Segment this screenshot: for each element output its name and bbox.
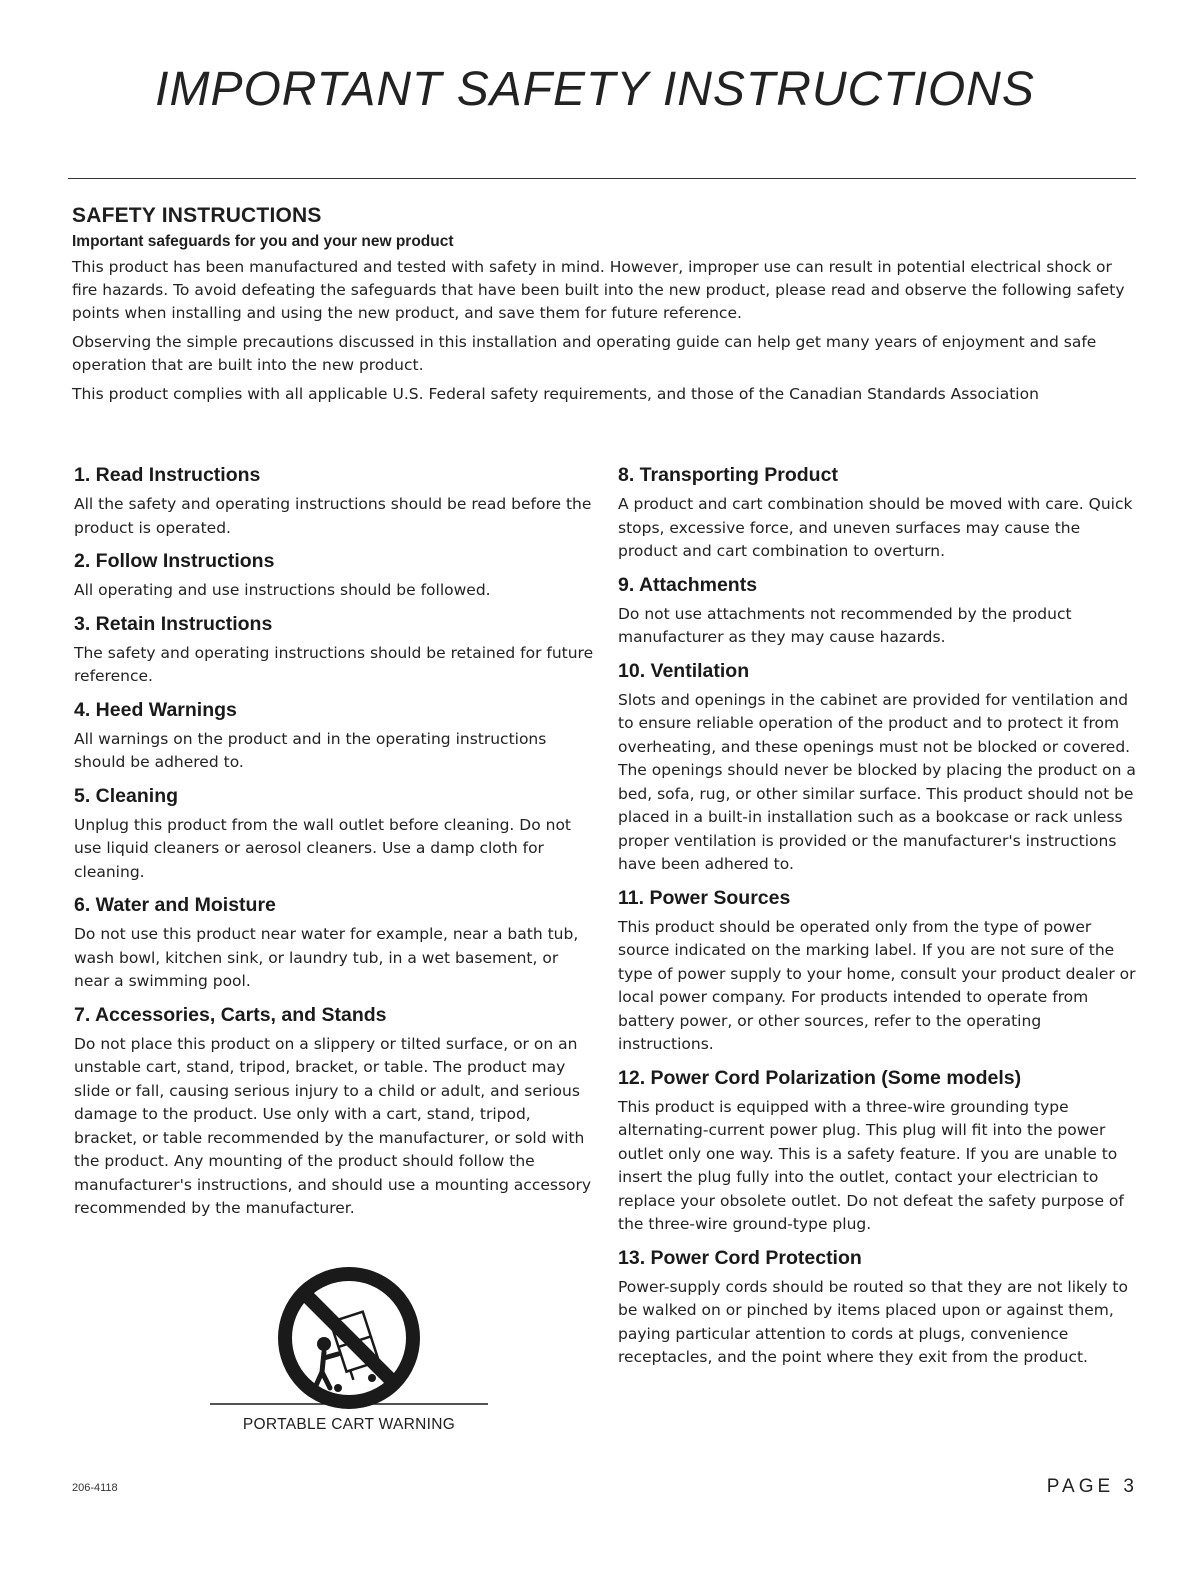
instruction-title: 4. Heed Warnings xyxy=(74,698,237,721)
instruction-item xyxy=(618,574,1138,650)
instruction-title: 9. Attachments xyxy=(618,573,758,596)
instruction-text: Unplug this product from the wall outlet before cleaning. Do not use liquid cleaners or aerosol cleaners. Use a damp cloth for cleaning. xyxy=(74,815,572,881)
portable-cart-warning xyxy=(210,1262,488,1442)
instruction-text: All warnings on the product and in the operating instructions should be adhered to. xyxy=(74,729,547,771)
section-subheading: Important safeguards for you and your new product xyxy=(72,233,454,250)
instruction-item xyxy=(74,613,594,689)
document-code: 206-4118 xyxy=(72,1482,118,1494)
instruction-text: Do not use attachments not recommended by the product manufacturer as they may cause hazards. xyxy=(618,604,1072,646)
portable-cart-warning-icon xyxy=(210,1262,488,1412)
section-heading: SAFETY INSTRUCTIONS xyxy=(72,204,322,227)
instruction-title: 5. Cleaning xyxy=(74,784,179,807)
instruction-title: 8. Transporting Product xyxy=(618,464,838,486)
intro-paragraph: Observing the simple precautions discussed in this installation and operating guide can help get many years of enjoyment and safe operation that are built into the new product. xyxy=(72,333,1097,374)
instruction-text: Power-supply cords should be routed so that they are not likely to be walked on or pinched by items placed upon or against them, paying particular attention to cords at plugs, convenience receptacles, and the point where they exit from the product. xyxy=(618,1277,1128,1366)
title-divider xyxy=(68,178,1136,179)
instruction-item xyxy=(74,785,594,885)
instruction-title: 7. Accessories, Carts, and Stands xyxy=(74,1003,387,1026)
instruction-item xyxy=(618,1067,1138,1237)
instruction-item xyxy=(618,464,1138,564)
instruction-item xyxy=(74,464,594,540)
instruction-text: This product should be operated only from the type of power source indicated on the marking label. If you are not sure of the type of power supply to your home, consult your product dealer or local power company. For products intended to operate from battery power, or other sources, refer to the operating instructions. xyxy=(618,917,1136,1053)
instruction-title: 2. Follow Instructions xyxy=(74,550,275,572)
instruction-item xyxy=(618,1247,1138,1370)
instruction-text: This product is equipped with a three-wire grounding type alternating-current power plug. This plug will fit into the power outlet only one way. This is a safety feature. If you are unable to insert the plug fully into the outlet, contact your electrician to replace your obsolete outlet. Do not defeat the safety purpose of the three-wire ground-type plug. xyxy=(618,1097,1124,1233)
instruction-item xyxy=(618,660,1138,877)
intro-paragraph: This product has been manufactured and tested with safety in mind. However, improper use can result in potential electrical shock or fire hazards. To avoid defeating the safeguards that have been built into the new product, please read and observe the following safety points when installing and using the new product, and save them for future reference. xyxy=(72,258,1125,322)
instruction-item xyxy=(74,1004,594,1221)
left-column xyxy=(74,464,594,1231)
instruction-text: All operating and use instructions should be followed. xyxy=(74,581,491,599)
instruction-item xyxy=(618,887,1138,1057)
instruction-text: Do not place this product on a slippery or tilted surface, or on an unstable cart, stand, tripod, bracket, or table. The product may slide or fall, causing serious injury to a child or adult, and serious damage to the product. Use only with a cart, stand, tripod, bracket, or table recommended by the manufacturer, or sold with the product. Any mounting of the product should follow the manufacturer's instructions, and should use a mounting accessory recommended by the manufacturer. xyxy=(74,1034,592,1217)
instruction-item xyxy=(74,699,594,775)
instruction-text: A product and cart combination should be moved with care. Quick stops, excessive force, and uneven surfaces may cause the product and cart combination to overturn. xyxy=(618,495,1133,560)
intro-paragraph: This product complies with all applicable U.S. Federal safety requirements, and those of the Canadian Standards Association xyxy=(72,385,1039,403)
instruction-text: The safety and operating instructions should be retained for future reference. xyxy=(74,643,594,685)
instruction-title: 12. Power Cord Polarization (Some models) xyxy=(618,1066,1022,1089)
intro-section xyxy=(72,204,1138,412)
instruction-item xyxy=(74,894,594,994)
instruction-title: 11. Power Sources xyxy=(618,886,791,909)
instruction-title: 1. Read Instructions xyxy=(74,464,261,486)
instruction-title: 6. Water and Moisture xyxy=(74,894,276,916)
page-title: IMPORTANT SAFETY INSTRUCTIONS xyxy=(155,63,1035,116)
instruction-text: Do not use this product near water for example, near a bath tub, wash bowl, kitchen sink, or laundry tub, in a wet basement, or near a swimming pool. xyxy=(74,925,579,990)
instruction-text: Slots and openings in the cabinet are provided for ventilation and to ensure reliable operation of the product and to protect it from overheating, and these openings must not be blocked or covered. The openings should never be blocked by placing the product on a bed, sofa, rug, or other similar surface. This product should not be placed in a built-in installation such as a bookcase or rack unless proper ventilation is provided or the manufacturer's instructions have been adhered to. xyxy=(618,690,1136,873)
instruction-text: All the safety and operating instructions should be read before the product is operated. xyxy=(74,495,592,537)
instruction-title: 10. Ventilation xyxy=(618,659,750,682)
instruction-title: 13. Power Cord Protection xyxy=(618,1246,862,1269)
cart-warning-caption: PORTABLE CART WARNING xyxy=(242,1416,456,1433)
page-number: PAGE 3 xyxy=(1046,1476,1138,1497)
instruction-title: 3. Retain Instructions xyxy=(74,612,273,635)
right-column xyxy=(618,464,1138,1380)
instruction-item xyxy=(74,550,594,603)
